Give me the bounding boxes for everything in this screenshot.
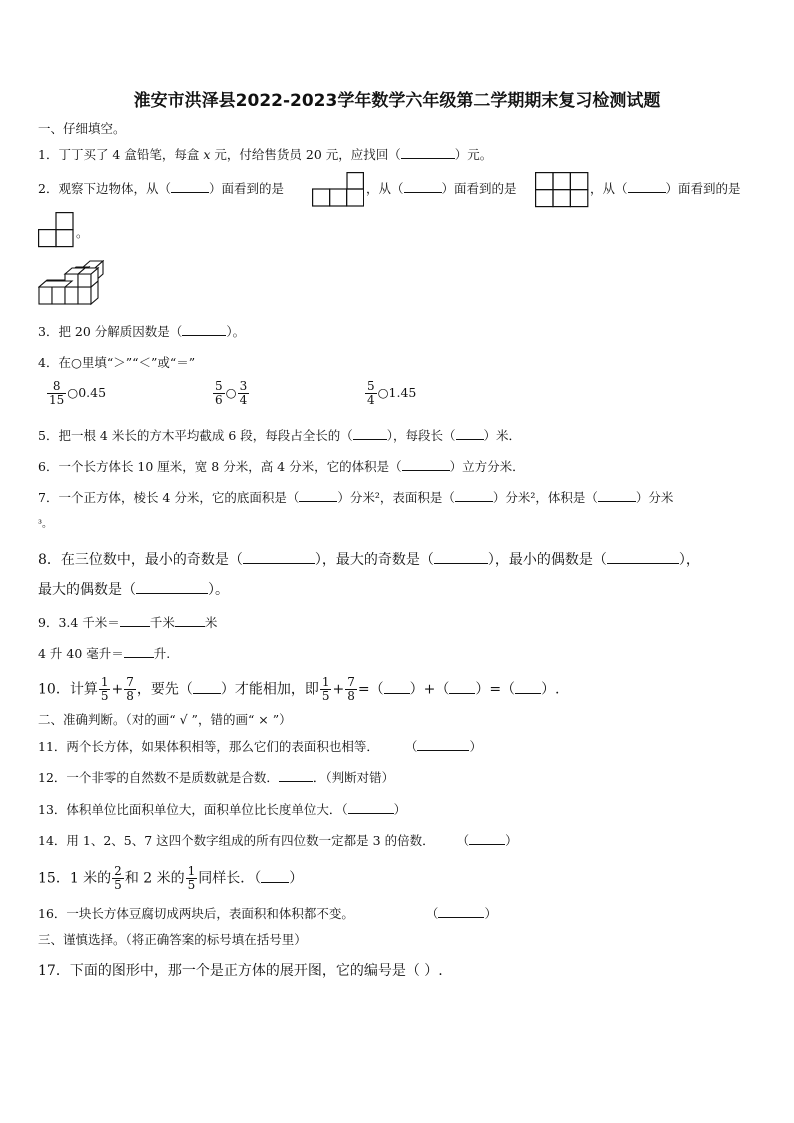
question-2-part-2: ，从（ ）面看到的是 — [366, 181, 517, 196]
answer-blank[interactable] — [598, 489, 636, 502]
answer-blank[interactable] — [348, 801, 394, 814]
cube-stack-icon — [38, 260, 104, 306]
view-grid-2-icon — [535, 172, 589, 208]
section-3-heading: 三、谨慎选择。（将正确答案的标号填在括号里） — [38, 932, 307, 947]
question-2: 2．观察下边物体，从（ ）面看到的是 — [38, 181, 284, 196]
question-14: 14．用 1、2、5、7 这四个数字组成的所有四位数一定都是 3 的倍数． （ ） — [38, 833, 518, 848]
question-17: 17．下面的图形中，那一个是正方体的展开图，它的编号是（ ）. — [38, 963, 443, 979]
answer-blank[interactable] — [136, 581, 208, 594]
question-3: 3．把 20 分解质因数是（ ）。 — [38, 324, 246, 339]
answer-blank[interactable] — [469, 832, 505, 845]
cube-stack-figure — [38, 260, 104, 310]
answer-blank[interactable] — [193, 681, 221, 694]
question-13: 13．体积单位比面积单位大，面积单位比长度单位大．（ ） — [38, 802, 407, 817]
view-grid-1-icon — [312, 172, 364, 207]
section-2-heading: 二、准确判断。（对的画“ √ ”，错的画“ × ”） — [38, 712, 292, 727]
variable-x: x — [203, 147, 211, 162]
page-title: 淮安市洪泽县2022-2023学年数学六年级第二学期期末复习检测试题 — [133, 91, 661, 111]
answer-blank[interactable] — [456, 427, 484, 440]
question-1: 1．丁丁买了 4 盒铅笔，每盒 x 元，付给售货员 20 元，应找回（ ）元。 — [38, 147, 493, 162]
answer-blank[interactable] — [417, 738, 469, 751]
answer-blank[interactable] — [628, 180, 666, 193]
answer-blank[interactable] — [404, 180, 442, 193]
answer-blank[interactable] — [607, 551, 679, 564]
compare-circle[interactable]: ○ — [225, 385, 237, 400]
answer-blank[interactable] — [299, 489, 337, 502]
question-6: 6．一个长方体长 10 厘米，宽 8 分米，高 4 分米，它的体积是（ ）立方分米． — [38, 459, 525, 474]
view-grid-3-icon — [38, 212, 78, 248]
view-figure-1 — [312, 172, 364, 211]
answer-blank[interactable] — [171, 180, 209, 193]
question-8: 8．在三位数中，最小的奇数是（ ），最大的奇数是（ ），最小的偶数是（ ）， — [38, 552, 700, 568]
question-7: 7．一个正方体，棱长 4 分米，它的底面积是（ ）分米²，表面积是（ ）分米²，体积是（ ）分米 — [38, 490, 674, 505]
view-figure-3 — [38, 212, 78, 252]
answer-blank[interactable] — [515, 681, 541, 694]
question-10: 10．计算 $\frac{1}{5}$ + $\frac{7}{8}$ ，要先（ ）才能相加，即 $\frac{1}{5}$ + $\frac{7}{8}$ =（ ）+（ ）=（ ）. — [38, 675, 560, 703]
question-15: 15．1 米的 $\frac{2}{5}$ 和 2 米的 $\frac{1}{5}$ 同样长．（ ） — [38, 864, 304, 892]
answer-blank[interactable] — [261, 870, 289, 883]
answer-blank[interactable] — [279, 769, 313, 782]
answer-blank[interactable] — [402, 458, 450, 471]
question-11: 11．两个长方体，如果体积相等，那么它们的表面积也相等． （ ） — [38, 739, 482, 754]
question-2-part-3: ，从（ ）面看到的是 — [590, 181, 741, 196]
compare-expression-1: $\frac{8}{15}$ ○0.45 — [49, 379, 107, 407]
answer-blank[interactable] — [175, 614, 205, 627]
question-9: 9．3.4 千米＝ 千米 米 — [38, 615, 218, 630]
answer-blank[interactable] — [182, 323, 226, 336]
answer-blank[interactable] — [124, 645, 154, 658]
compare-expression-3: $\frac{5}{4}$ ○1.45 — [367, 379, 417, 407]
section-1-heading: 一、仔细填空。 — [38, 121, 126, 136]
question-9-part-2: 4 升 40 毫升＝ 升. — [38, 646, 171, 661]
answer-blank[interactable] — [243, 551, 315, 564]
question-7-wrap: ³。 — [38, 519, 53, 530]
answer-blank[interactable] — [401, 146, 455, 159]
answer-blank[interactable] — [353, 427, 387, 440]
answer-blank[interactable] — [438, 905, 484, 918]
question-2-end: 。 — [76, 225, 89, 240]
answer-blank[interactable] — [434, 551, 488, 564]
answer-blank[interactable] — [449, 681, 475, 694]
answer-blank[interactable] — [120, 614, 150, 627]
question-16: 16．一块长方体豆腐切成两块后，表面积和体积都不变。 （ ） — [38, 906, 497, 921]
question-12: 12．一个非零的自然数不是质数就是合数． ．（判断对错） — [38, 770, 395, 785]
question-4: 4．在○里填“＞”“＜”或“＝” — [38, 355, 196, 370]
question-5: 5．把一根 4 米长的方木平均截成 6 段，每段占全长的（ ），每段长（ ）米． — [38, 428, 522, 443]
compare-expression-2: $\frac{5}{6}$ ○ $\frac{3}{4}$ — [215, 379, 248, 407]
answer-blank[interactable] — [384, 681, 410, 694]
answer-blank[interactable] — [455, 489, 493, 502]
question-8-wrap: 最大的偶数是（ ）。 — [38, 582, 229, 598]
view-figure-2 — [535, 172, 589, 212]
